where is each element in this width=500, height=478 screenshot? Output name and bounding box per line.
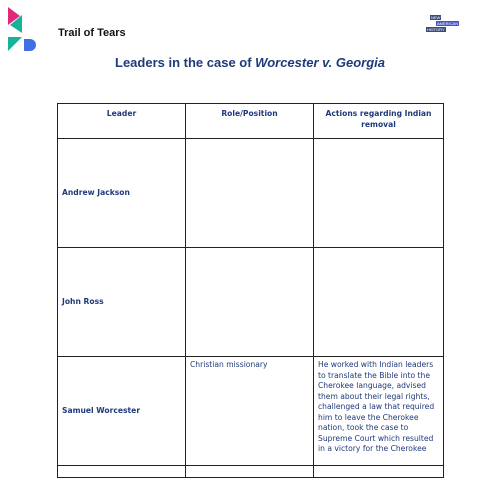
role-cell[interactable] [186,248,314,357]
column-header-actions: Actions regarding Indian removal [314,104,444,139]
table-header-row [58,104,444,139]
leader-cell: Andrew Jackson [58,139,186,248]
table-row [58,139,444,248]
role-cell[interactable] [186,139,314,248]
actions-cell: He worked with Indian leaders to translate the Bible into the Cherokee language, advised them about their legal rights, challenged a law that required him to leave the Cherokee nation, took the case to Supreme Court which resulted in a victory for the Cherokee [314,357,444,466]
table-row [58,248,444,357]
document-title: Trail of Tears [58,27,126,39]
empty-cell [58,466,186,478]
new-american-history-logo [8,7,40,55]
badge-line-history: HISTORY [427,27,445,32]
heading-prefix: Leaders in the case of [115,55,256,70]
actions-cell[interactable] [314,139,444,248]
role-cell: Christian missionary [186,357,314,466]
leaders-table [57,103,444,478]
empty-cell [186,466,314,478]
empty-cell [314,466,444,478]
page-heading [0,55,500,70]
heading-case-name: Worcester v. Georgia [255,55,385,70]
leader-cell: Samuel Worcester [58,357,186,466]
column-header-role: Role/Position [186,104,314,139]
actions-cell[interactable] [314,248,444,357]
badge-line-new: NEW [431,15,441,20]
new-american-history-badge [424,15,464,33]
table-row-continuation [58,466,444,478]
badge-line-american: AMERICAN [437,21,459,26]
table-row [58,357,444,466]
leader-cell: John Ross [58,248,186,357]
column-header-leader: Leader [58,104,186,139]
